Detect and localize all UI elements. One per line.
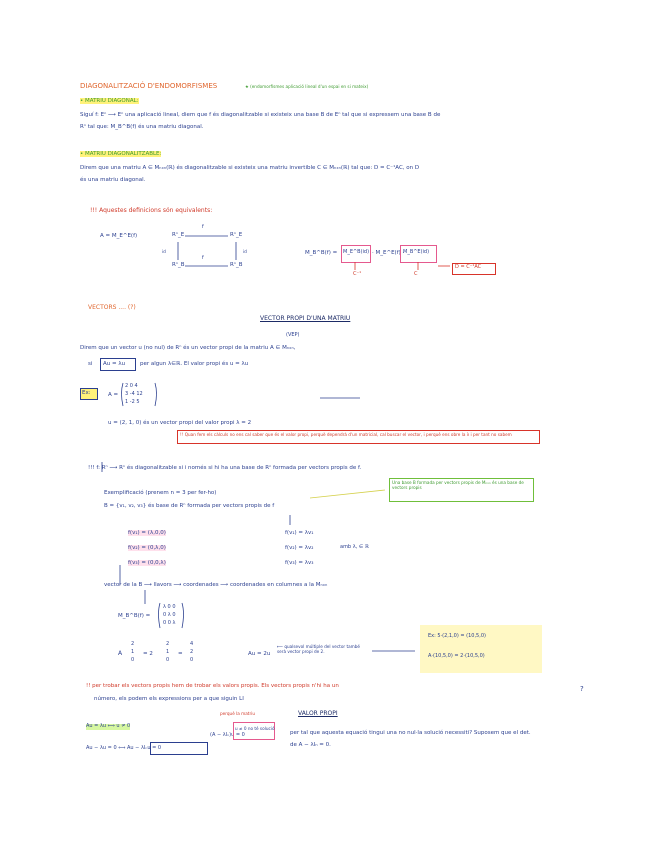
page-title: DIAGONALITZACIÓ D'ENDOMORFISMES — [80, 82, 218, 90]
diagram-id-right: id — [243, 249, 247, 254]
calc-v3-2: 2 — [190, 649, 194, 655]
eq-right-label-c-inv: C⁻¹ — [353, 271, 362, 277]
example-A-row3: 1 -2 5 — [125, 399, 140, 405]
calc-v2-3: 0 — [166, 657, 170, 663]
heading-diagonal-matrix: • MATRIU DIAGONAL: — [80, 98, 139, 104]
eq-right-c-inv: M_E^B(id) — [343, 249, 370, 255]
s1-line2: Rⁿ tal que: M_B^B(f) és una matriu diagonal. — [80, 124, 204, 130]
matrix-bracket-right — [155, 383, 157, 406]
eq-right-prefix: M_B^B(f) = — [305, 250, 338, 256]
eq-final-label: perquè la matriu — [220, 711, 255, 716]
calc-eq2: = — [178, 651, 183, 657]
mb-prefix: M_B^B(f) = — [118, 613, 151, 619]
matrix-bracket-left — [122, 383, 124, 406]
mb-row1: λ 0 0 — [163, 604, 176, 610]
vector-v1: f(v₁) = (λ,0,0) — [128, 530, 166, 536]
eq-final-right1: per tal que aquesta equació tingui una no nul·la solució necessiti? Suposem que el det. — [290, 730, 531, 736]
diagram-top-right: Rⁿ_E — [230, 232, 243, 238]
eigenvector-line1: Direm que un vector u (no nul) de Rⁿ és un vector propi de la matriu A ∈ Mₙₓₙ, — [80, 345, 296, 351]
margin-mark: ? — [580, 685, 584, 693]
eigenvalue-heading: VALOR PROPI — [298, 710, 338, 717]
eigen-equation: Au = λu — [103, 361, 126, 367]
exemplification-line1: Exemplificació (prenem n = 3 per fer-ho) — [104, 490, 217, 496]
example-A-prefix: A = — [108, 392, 119, 398]
example-u: u = (2, 1, 0) és un vector propi del valor propi λ = 2 — [108, 420, 252, 426]
calc-v-1: 2 — [131, 641, 135, 647]
note-red-text: !! Quan fem els càlculs no ens cal saber que és el valor propi, perquè dependrà d'un matricial, cal buscar el vector, i perquè ens obre la λ i per tant no sabem — [180, 432, 512, 437]
vectors-heading: VECTORS .... (?) — [88, 304, 136, 311]
eq-final-2: Au − λu = 0 ⟺ Au − λIₙu = 0 — [86, 745, 162, 751]
eq-right-label-c: C — [414, 271, 418, 277]
arrow-to-green-note — [310, 490, 385, 498]
diagram-f-bottom: f — [202, 255, 204, 261]
eq-final-box-text: u ≠ 0 no té solució — [235, 726, 275, 731]
result-box-text: D = C⁻¹AC — [455, 264, 482, 270]
bottom-para-line1: !! per trobar els vectors propis hem de trobar els valors propis. Els vectors propis n'hi ha un — [86, 683, 339, 689]
heading-diagonalizable-matrix: • MATRIU DIAGONALITZABLE: — [80, 151, 162, 157]
vector-v3: f(v₃) = (0,0,λ) — [128, 560, 166, 566]
diagram-bottom-right: Rⁿ_B — [230, 262, 243, 268]
calc-v3-1: 4 — [190, 641, 194, 647]
mb-bracket-left — [159, 603, 161, 628]
s2-line1: Direm que una matriu A ∈ Mₙₓₙ(ℝ) és diagonalitzable si existeix una matriu invertible C ∈ Mₙₓₙ(ℝ) tal que: D = C⁻¹AC, on D — [80, 165, 420, 171]
mb-bracket-right — [182, 603, 184, 628]
mb-row2: 0 λ 0 — [163, 612, 176, 618]
eq-final-1: Au = λu ⟺ u ≠ 0 — [86, 723, 131, 729]
calc-note: ⟵ qualsevol múltiple del vector també serà vector propi de 2. — [277, 644, 360, 654]
eq-final-right2: de A − λIₙ = 0. — [290, 742, 331, 748]
calc-v2-2: 1 — [166, 649, 170, 655]
diagram-top-left: Rⁿ_E — [172, 232, 185, 238]
yellow-example-line1: Ex: 5·(2,1,0) = (10,5,0) — [428, 633, 486, 639]
eigenvector-line2-rest: per algun λ∈ℝ. El valor propi és u = λu — [140, 361, 249, 367]
diagram-bottom-left: Rⁿ_B — [172, 262, 185, 268]
example-A-row2: 3 -4 12 — [125, 391, 143, 397]
note-green-text: Una base B formada per vectors propis de Mₙₓₙ és una base de vectors propis — [392, 480, 524, 490]
example-label: Ex: — [82, 390, 91, 396]
eq-final-mid: (A − λIₙ)u = 0 — [210, 732, 245, 738]
eigenvector-line2-prefix: si — [88, 361, 93, 367]
calc-v2-1: 2 — [166, 641, 170, 647]
exemplification-line2: B = {v₁, v₂, v₃} és base de Rⁿ formada per vectors propis de f — [104, 503, 275, 509]
fv3: f(v₃) = λv₃ — [285, 560, 314, 566]
mb-row3: 0 0 λ — [163, 620, 176, 626]
calc-v-2: 1 — [131, 649, 135, 655]
calc-v-3: 0 — [131, 657, 135, 663]
calc-Au: Au = 2u — [248, 651, 271, 657]
vep-label: (VEP) — [286, 332, 300, 338]
vector-v2: f(v₂) = (0,λ,0) — [128, 545, 166, 551]
example-A-row1: 2 0 4 — [125, 383, 138, 389]
eq-right-mid: · M_E^E(f) · — [372, 250, 405, 256]
equiv-matrix-A: A = M_E^E(f) — [100, 233, 138, 239]
eq-right-c: M_B^E(id) — [403, 249, 430, 255]
coordinates-line: vector de la B ⟶ llavors ⟶ coordenades ⟶ coordenades en columnes a la Mₙₓₙ — [104, 582, 328, 588]
calc-eq1: = 2 — [143, 651, 153, 657]
s2-line2: és una matriu diagonal. — [80, 177, 146, 183]
fv1: f(v₁) = λv₁ — [285, 530, 314, 536]
eigenvector-heading: VECTOR PROPI D'UNA MATRIU — [260, 315, 351, 322]
calc-v3-3: 0 — [190, 657, 194, 663]
bottom-para-line2: número, els podem els expressions per a que siguin LI — [94, 696, 244, 702]
diagonalizable-condition: !!! f: Rⁿ ⟶ Rⁿ és diagonalitzable si i només si hi ha una base de Rⁿ formada per vectors propis de f. — [88, 465, 362, 471]
alpha-note: amb λ, ∈ ℝ — [340, 544, 369, 550]
diagram-id-left: id — [162, 249, 166, 254]
yellow-example-line2: A·(10,5,0) = 2·(10,5,0) — [428, 653, 485, 659]
diagram-f-top: f — [202, 224, 204, 230]
s1-line1: Siguí f: Eⁿ ⟶ Eⁿ una aplicació lineal, diem que f és diagonalitzable si existeix una base B de Eⁿ tal que si expressem una base B de — [80, 112, 441, 118]
calc-A: A — [118, 650, 123, 657]
fv2: f(v₂) = λv₂ — [285, 545, 314, 551]
title-note: ★ (endomorfismes aplicació lineal d'un espai en si mateix) — [245, 84, 369, 89]
equivalence-heading: !!! Aquestes definicions són equivalents: — [90, 207, 213, 214]
